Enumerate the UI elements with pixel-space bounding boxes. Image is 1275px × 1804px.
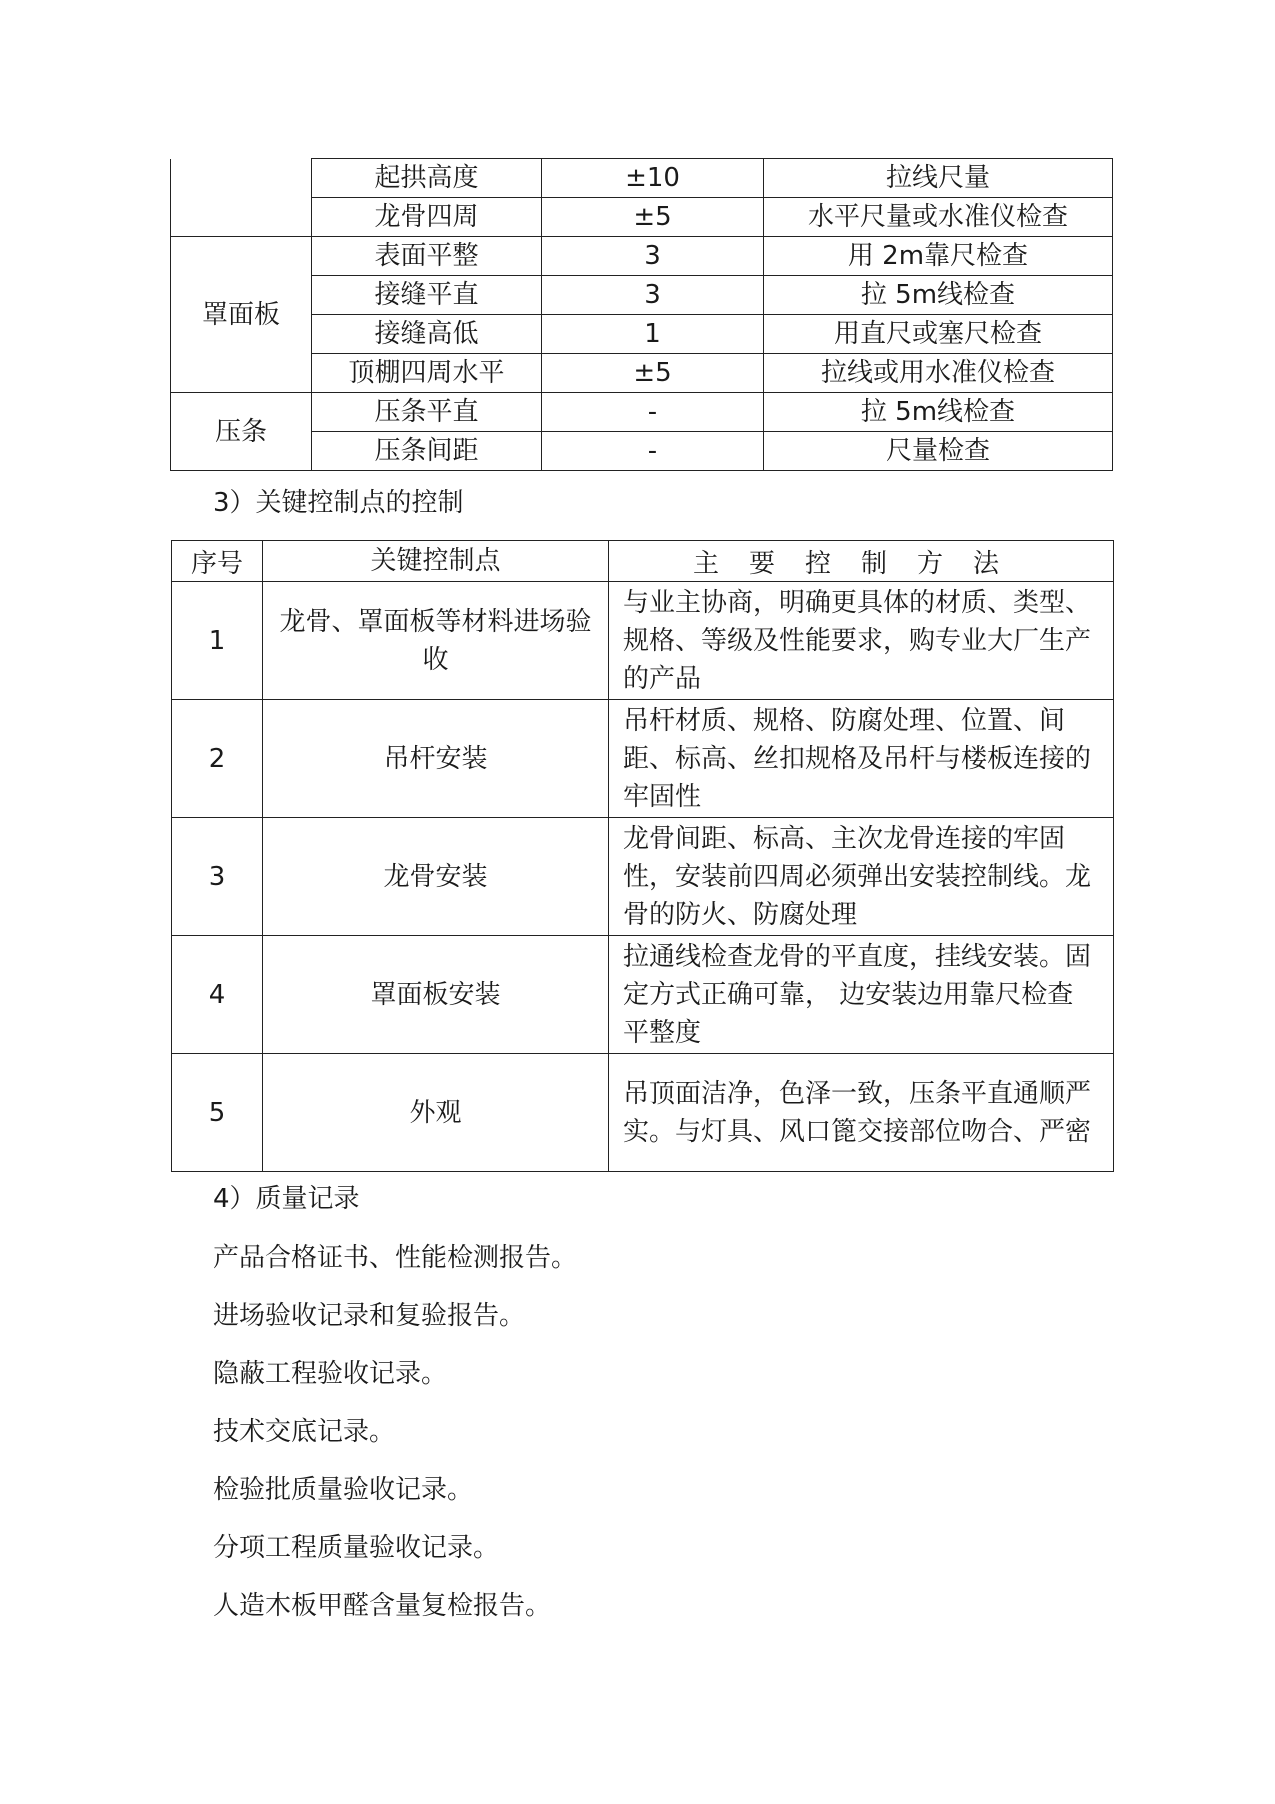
record-item: 检验批质量验收记录。 (213, 1475, 474, 1505)
item-cell: 表面平整 (312, 237, 542, 276)
value-cell: - (542, 432, 764, 471)
tolerance-table (170, 158, 1113, 471)
group-cell: 罩面板 (171, 237, 312, 393)
table-row (171, 315, 1113, 354)
table-row (172, 818, 1114, 936)
method-cell: 拉 5m线检查 (764, 276, 1113, 315)
table-row (172, 700, 1114, 818)
record-item: 隐蔽工程验收记录。 (213, 1359, 448, 1389)
header-no: 序号 (172, 541, 263, 582)
row-no: 3 (172, 818, 263, 936)
table-row (172, 582, 1114, 700)
table-row (171, 159, 1113, 198)
table-row (171, 354, 1113, 393)
group-cell (171, 159, 312, 237)
record-item: 人造木板甲醛含量复检报告。 (213, 1591, 552, 1621)
group-cell: 压条 (171, 393, 312, 471)
item-cell: 接缝平直 (312, 276, 542, 315)
method-cell: 水平尺量或水准仪检查 (764, 198, 1113, 237)
row-method: 拉通线检查龙骨的平直度，挂线安装。固定方式正确可靠， 边安装边用靠尺检查平整度 (609, 936, 1114, 1054)
method-cell: 拉线尺量 (764, 159, 1113, 198)
table-row (171, 432, 1113, 471)
value-cell: 3 (542, 237, 764, 276)
method-cell: 拉 5m线检查 (764, 393, 1113, 432)
value-cell: 3 (542, 276, 764, 315)
item-cell: 起拱高度 (312, 159, 542, 198)
value-cell: ±10 (542, 159, 764, 198)
value-cell: - (542, 393, 764, 432)
value-cell: ±5 (542, 354, 764, 393)
method-cell: 尺量检查 (764, 432, 1113, 471)
value-cell: ±5 (542, 198, 764, 237)
row-point: 龙骨安装 (263, 818, 609, 936)
row-point: 龙骨、罩面板等材料进场验收 (263, 582, 609, 700)
table-row (171, 393, 1113, 432)
row-no: 4 (172, 936, 263, 1054)
item-cell: 顶棚四周水平 (312, 354, 542, 393)
record-item: 进场验收记录和复验报告。 (213, 1301, 526, 1331)
row-point: 吊杆安装 (263, 700, 609, 818)
row-no: 2 (172, 700, 263, 818)
row-point: 外观 (263, 1054, 609, 1172)
header-method: 主要控制方法 (609, 541, 1114, 582)
record-item: 分项工程质量验收记录。 (213, 1533, 500, 1563)
row-method: 吊杆材质、规格、防腐处理、位置、间距、标高、丝扣规格及吊杆与楼板连接的牢固性 (609, 700, 1114, 818)
row-method: 吊顶面洁净，色泽一致，压条平直通顺严实。与灯具、风口篦交接部位吻合、严密 (609, 1054, 1114, 1172)
row-no: 5 (172, 1054, 263, 1172)
table-row (172, 936, 1114, 1054)
method-cell: 用 2m靠尺检查 (764, 237, 1113, 276)
method-cell: 用直尺或塞尺检查 (764, 315, 1113, 354)
value-cell: 1 (542, 315, 764, 354)
record-item: 技术交底记录。 (213, 1417, 396, 1447)
table-row (171, 198, 1113, 237)
method-cell: 拉线或用水准仪检查 (764, 354, 1113, 393)
header-point: 关键控制点 (263, 541, 609, 582)
item-cell: 龙骨四周 (312, 198, 542, 237)
row-point: 罩面板安装 (263, 936, 609, 1054)
item-cell: 接缝高低 (312, 315, 542, 354)
section-3-heading: 3）关键控制点的控制 (213, 488, 464, 518)
key-control-points-table (171, 540, 1114, 1172)
row-method: 龙骨间距、标高、主次龙骨连接的牢固性，安装前四周必须弹出安装控制线。龙骨的防火、防腐处理 (609, 818, 1114, 936)
row-no: 1 (172, 582, 263, 700)
table-row (171, 276, 1113, 315)
table-header-row (172, 541, 1114, 582)
section-4-heading: 4）质量记录 (213, 1184, 360, 1214)
item-cell: 压条间距 (312, 432, 542, 471)
table-row (172, 1054, 1114, 1172)
record-item: 产品合格证书、性能检测报告。 (213, 1243, 578, 1273)
table-row (171, 237, 1113, 276)
item-cell: 压条平直 (312, 393, 542, 432)
row-method: 与业主协商，明确更具体的材质、类型、规格、等级及性能要求，购专业大厂生产的产品 (609, 582, 1114, 700)
